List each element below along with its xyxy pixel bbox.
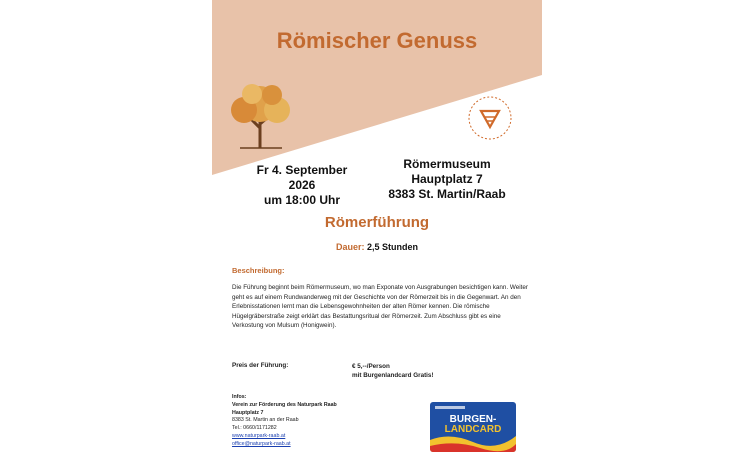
description-text: Die Führung beginnt beim Römermuseum, wo man Exponate von Ausgrabungen besichtigen kann. Weiter geht es auf einem Rundwanderweg mit der Geschichte von der Römerzeit bis in die Gegenwart. An den Erlebnisstationen lernt man die Lebensgewohnheiten der alten Römer kennen. Die römische Hügelgräberstraße zeigt erklärt das Bestattungsritual der Römerzeit. Zum Abschluss gibt es eine Verkostung von Mulsum (Honigwein).: [232, 284, 529, 330]
event-subtitle: Römerführung: [324, 214, 430, 231]
description-heading: Beschreibung:: [232, 266, 285, 275]
naturpark-logo-icon: [467, 95, 513, 141]
svg-text:BURGEN-: BURGEN-: [449, 414, 497, 425]
event-duration: Dauer: 2,5 Stunden: [335, 242, 419, 252]
price-label: Preis der Führung:: [232, 362, 289, 369]
website-link[interactable]: www.naturpark-raab.at: [232, 432, 286, 439]
flyer-title: Römischer Genuss: [276, 28, 478, 53]
burgenlandcard-logo: [430, 402, 516, 452]
event-location: Römermuseum Hauptplatz 7 8383 St. Martin/Raab: [388, 157, 506, 201]
contact-info: Infos: Verein zur Förderung des Naturpark Raab Hauptplatz 7 8383 St. Martin an der Raab Tel.: 0660/1171282 www.naturpark-raab.at office@naturpark-raab.at: [232, 394, 337, 447]
autumn-tree-icon: [220, 80, 302, 150]
event-date: Fr 4. September 2026 um 18:00 Uhr: [256, 163, 348, 207]
svg-text:LANDCARD: LANDCARD: [444, 424, 502, 435]
email-link[interactable]: office@naturpark-raab.at: [232, 440, 291, 447]
price-value: € 5,--/Person mit Burgenlandcard Gratis!: [352, 363, 434, 379]
flyer-page: [212, 0, 542, 470]
